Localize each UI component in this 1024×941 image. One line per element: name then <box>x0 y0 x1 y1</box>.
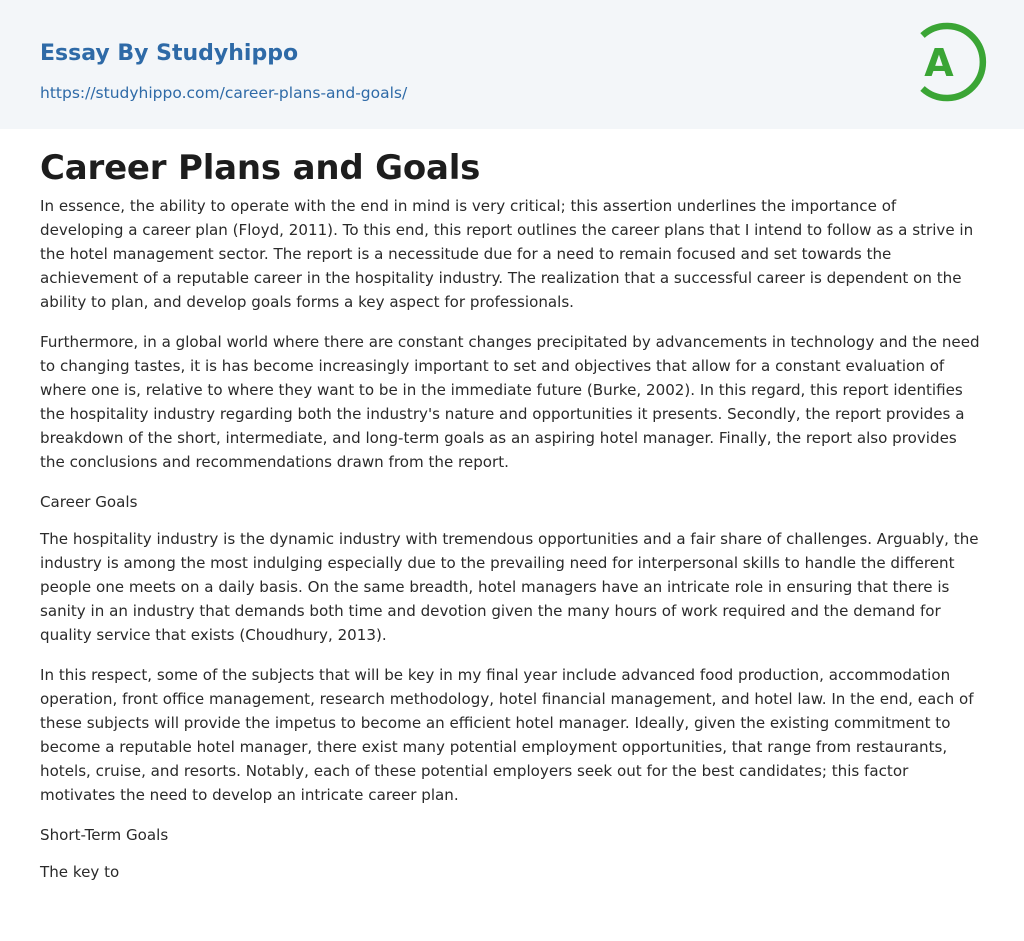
heading-career-goals: Career Goals <box>40 493 138 511</box>
paragraph-short-term: The key to <box>40 863 120 881</box>
logo-letter: A <box>924 41 954 85</box>
paragraph-subjects: In this respect, some of the subjects that will be key in my final year include advanced food production, accommodation operation, front office management, research methodology, hotel financial management, and hotel law. In the end, each of these subjects will provide the impetus to become an efficient hotel manager. Ideally, given the existing commitment to become a reputable hotel manager, there exist many potential employment opportunities, that range from restaurants, hotels, cruise, and resorts. Notably, each of these potential employers seek out for the best candidates; this factor motivates the need to develop an intricate career plan. <box>40 666 974 804</box>
article-body <box>40 146 984 900</box>
studyhippo-logo-icon[interactable] <box>912 18 988 106</box>
paragraph-context: Furthermore, in a global world where there are constant changes precipitated by advancements in technology and the need to changing tastes, it is has become increasingly important to set and objectives that allow for a constant evaluation of where one is, relative to where they want to be in the immediate future (Burke, 2002). In this regard, this report identifies the hospitality industry regarding both the industry's nature and opportunities it presents. Secondly, the report provides a breakdown of the short, intermediate, and long-term goals as an aspiring hotel manager. Finally, the report also provides the conclusions and recommendations drawn from the report. <box>40 333 980 471</box>
brand-title[interactable]: Essay By Studyhippo <box>40 41 299 66</box>
site-header <box>0 0 1024 129</box>
heading-short-term-goals: Short-Term Goals <box>40 826 169 844</box>
paragraph-intro: In essence, the ability to operate with the end in mind is very critical; this assertion underlines the importance of developing a career plan (Floyd, 2011). To this end, this report outlines the career plans that I intend to follow as a strive in the hotel management sector. The report is a necessitude due for a need to remain focused and set towards the achievement of a reputable career in the hospitality industry. The realization that a successful career is dependent on the ability to plan, and develop goals forms a key aspect for professionals. <box>40 197 974 311</box>
paragraph-industry: The hospitality industry is the dynamic industry with tremendous opportunities and a fair share of challenges. Arguably, the industry is among the most indulging especially due to the prevailing need for interpersonal skills to handle the different people one meets on a daily basis. On the same breadth, hotel managers have an intricate role in ensuring that there is sanity in an industry that demands both time and devotion given the many hours of work required and the demand for quality service that exists (Choudhury, 2013). <box>40 530 979 644</box>
article-url-link[interactable]: https://studyhippo.com/career-plans-and-goals/ <box>40 84 408 102</box>
page-title: Career Plans and Goals <box>40 148 481 188</box>
